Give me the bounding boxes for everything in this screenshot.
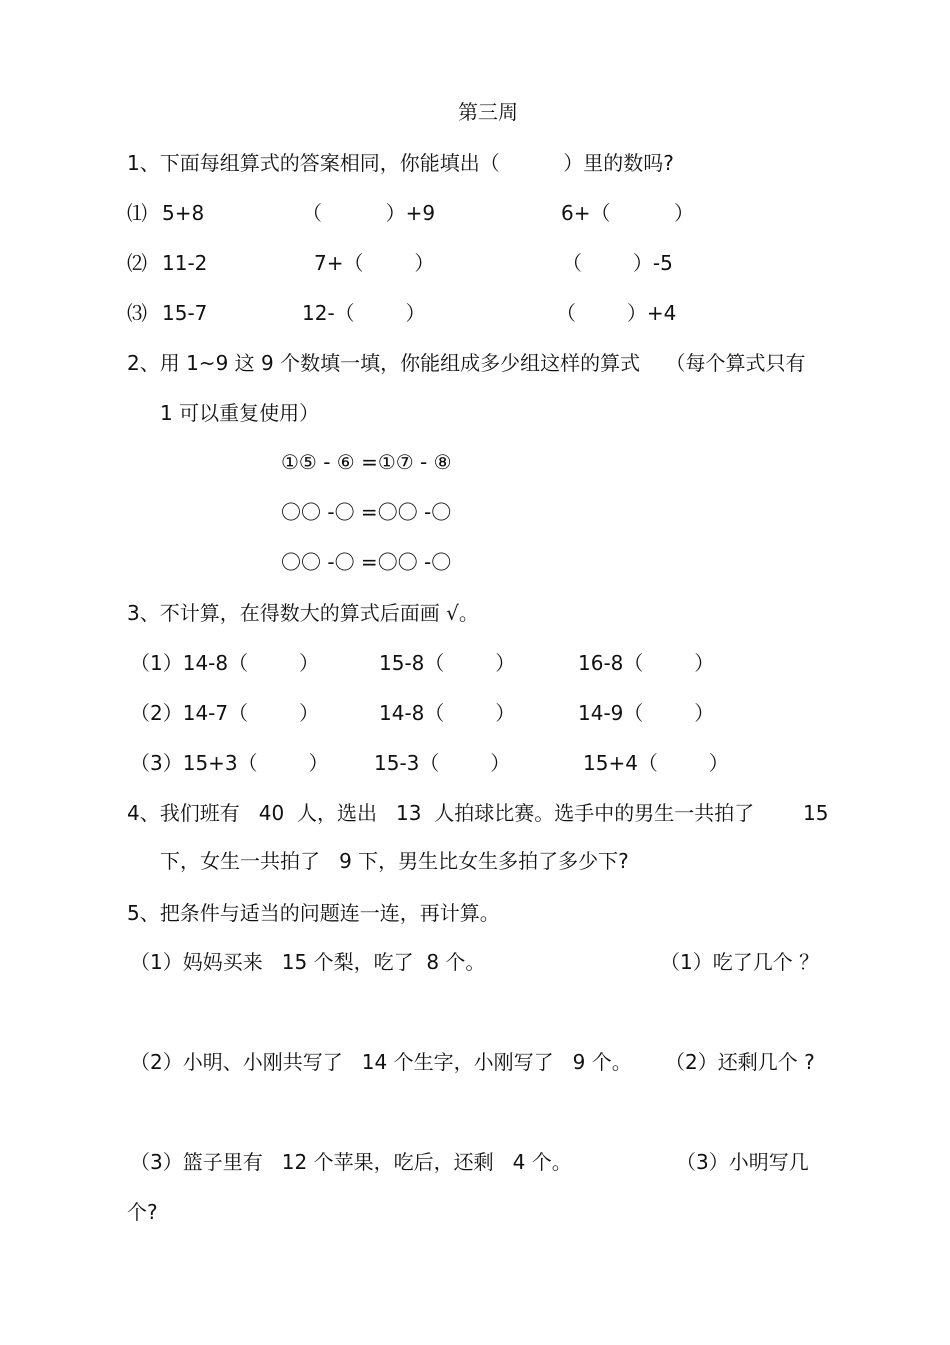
q3-row1-c[interactable]: 16-8（ ） (578, 651, 715, 675)
q5-condition-1[interactable]: （1）妈妈买来 15 个梨，吃了 8 个。 (130, 950, 486, 974)
q3-row3-a[interactable]: （3）15+3（ ） (130, 751, 329, 775)
q2-stem-continued: 1 可以重复使用） (160, 401, 320, 425)
q1-stem: 1、下面每组算式的答案相同，你能填出（ ）里的数吗? (127, 151, 674, 175)
q1-row1-c[interactable]: 6+（ ） (561, 201, 695, 225)
q3-row3-c[interactable]: 15+4（ ） (583, 751, 729, 775)
q1-row1-a: 5+8 (162, 201, 205, 225)
q1-row2-b[interactable]: 7+（ ） (314, 251, 435, 275)
q3-row3-b[interactable]: 15-3（ ） (374, 751, 511, 775)
q5-question-3[interactable]: （3）小明写几 (676, 1150, 809, 1174)
q3-row1-b[interactable]: 15-8（ ） (379, 651, 516, 675)
q1-row3-a: 15-7 (162, 301, 208, 325)
q3-row1-a[interactable]: （1）14-8（ ） (130, 651, 319, 675)
q1-row3-c[interactable]: （ ）+4 (556, 301, 677, 325)
q3-stem: 3、不计算，在得数大的算式后面画 √。 (127, 601, 479, 625)
q5-stem: 5、把条件与适当的问题连一连，再计算。 (127, 901, 500, 925)
page-title: 第三周 (458, 100, 518, 124)
q1-row2-c[interactable]: （ ）-5 (562, 251, 673, 275)
q4-line-2: 下，女生一共拍了 9 下，男生比女生多拍了多少下? (160, 849, 629, 873)
q4-number: 15 (803, 801, 829, 825)
q3-row2-c[interactable]: 14-9（ ） (578, 701, 715, 725)
q1-row2-label: ⑵ (127, 251, 147, 275)
q5-question-3-continued: 个? (127, 1200, 158, 1224)
q3-row2-b[interactable]: 14-8（ ） (379, 701, 516, 725)
q1-row3-label: ⑶ (127, 301, 147, 325)
q1-row3-b[interactable]: 12-（ ） (302, 301, 426, 325)
q2-stem: 2、用 1~9 这 9 个数填一填，你能组成多少组这样的算式 （每个算式只有 (127, 351, 806, 375)
q5-condition-2[interactable]: （2）小明、小刚共写了 14 个生字，小刚写了 9 个。 (130, 1050, 632, 1074)
q2-example: ①⑤ - ⑥ =①⑦ - ⑧ (281, 450, 452, 474)
q4-line-1: 4、我们班有 40 人，选出 13 人拍球比赛。选手中的男生一共拍了 (127, 801, 755, 825)
q2-blank-1[interactable]: 〇〇 -〇 =〇〇 -〇 (281, 500, 452, 524)
q2-blank-2[interactable]: 〇〇 -〇 =〇〇 -〇 (281, 550, 452, 574)
q1-row1-label: ⑴ (127, 201, 147, 225)
q3-row2-a[interactable]: （2）14-7（ ） (130, 701, 319, 725)
q1-row1-b[interactable]: （ ）+9 (302, 201, 436, 225)
q5-question-2[interactable]: （2）还剩几个 ? (665, 1050, 815, 1074)
q1-row2-a: 11-2 (162, 251, 208, 275)
q5-question-1[interactable]: （1）吃了几个 ？ (660, 950, 820, 974)
q5-condition-3[interactable]: （3）篮子里有 12 个苹果，吃后，还剩 4 个。 (130, 1150, 572, 1174)
